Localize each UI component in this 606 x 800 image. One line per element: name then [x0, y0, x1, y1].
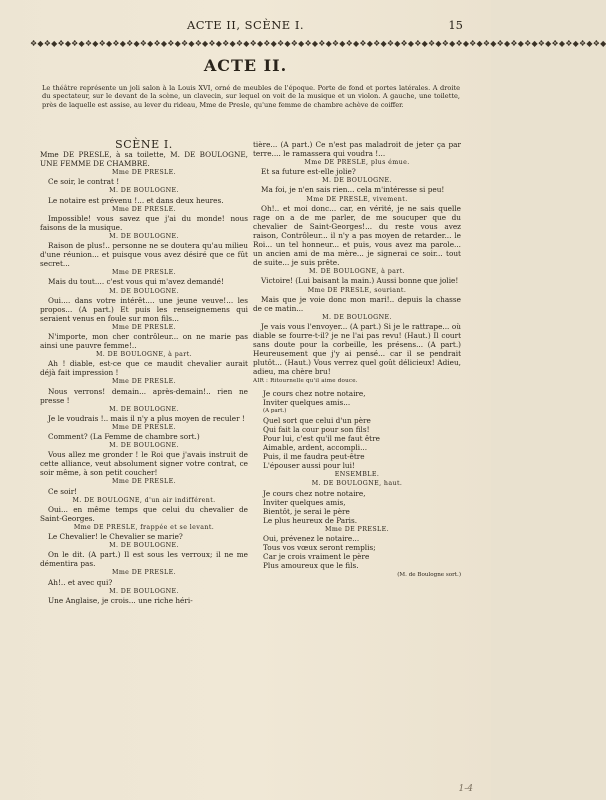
verse-line: Oui, prévenez le notaire...	[263, 534, 360, 544]
dialogue-line: Je vais vous l'envoyer... (A part.) Si je le rattrape... où diable se fourre-t-il? je ne l'ai pas revu! (Haut.) Il court sans doute pour la corbeille, les présens... (A part.) Heureusement que j'y ai pensé... car il se pendrait plutôt... (Haut.) Vous verrez quel goût délicieux! Adieu, adieu, ma chère bru!	[253, 321, 461, 377]
verse-line: Tous vos vœux seront remplis;	[263, 543, 376, 553]
verse-line: Aimable, ardent, accompli...	[263, 443, 368, 453]
speaker-name: M. DE BOULOGNE.	[322, 313, 392, 321]
dialogue-line: Ce soir, le contrat !	[48, 177, 120, 187]
verse-line: Puis, il me faudra peut-être	[263, 452, 365, 462]
dialogue-line: Je le voudrais !.. mais il n'y a plus moyen de reculer !	[48, 413, 245, 423]
dialogue-line: Ah ! diable, est-ce que ce maudit chevalier aurait déjà fait impression !	[40, 359, 248, 378]
speaker-name: Mme DE PRESLE, souriant.	[307, 286, 407, 294]
speaker-name: Mme DE PRESLE.	[111, 269, 177, 277]
verse-line: Qui fait la cour pour son fils!	[263, 424, 370, 434]
right-column	[253, 140, 461, 581]
verse-line: Je cours chez notre notaire,	[263, 488, 366, 498]
dialogue-line: Oui.... dans votre intérêt.... une jeune veuve!... les propos... (A part.) Et puis les renseignemens qui seraient venus en foule sur mon fils...	[40, 295, 248, 323]
dialogue-line: N'importe, mon cher contrôleur... on ne marie pas ainsi une pauvre femme!..	[40, 331, 248, 351]
verse-line: Je cours chez notre notaire,	[263, 388, 366, 398]
speaker-name: M. DE BOULOGNE.	[322, 177, 392, 185]
speaker-name: M. DE BOULOGNE.	[109, 287, 179, 295]
speaker-name: M. DE BOULOGNE.	[109, 542, 179, 550]
verse-line: Car je crois vraiment le père	[263, 552, 370, 562]
dialogue-line: Le Chevalier! le Chevalier se marie?	[48, 532, 183, 542]
verse-aside: (A part.)	[263, 407, 287, 414]
speaker-name: Mme DE PRESLE, plus émue.	[304, 159, 410, 167]
scene-title: SCÈNE I.	[115, 138, 173, 151]
speaker-name: M. DE BOULOGNE, d'un air indifférent.	[72, 496, 216, 504]
dialogue-line: Vous allez me gronder ! le Roi que j'avais instruit de cette alliance, veut absolument signer votre contrat, ce soir même, à son petit coucher!	[40, 450, 248, 478]
verse-line: Inviter quelques amis...	[263, 397, 351, 407]
dialogue-line: Mme DE PRESLE, à sa toilette, M. DE BOULOGNE, UNE FEMME DE CHAMBRE.	[40, 150, 248, 169]
verse-line: Inviter quelques amis,	[263, 497, 346, 507]
speaker-name: M. DE BOULOGNE.	[109, 187, 179, 195]
speaker-name: M. DE BOULOGNE.	[109, 232, 179, 240]
speaker-name: Mme DE PRESLE, vivement.	[306, 195, 408, 203]
speaker-name: Mme DE PRESLE.	[111, 323, 177, 331]
speaker-name: M. DE BOULOGNE.	[109, 405, 179, 413]
speaker-name: Mme DE PRESLE.	[111, 478, 177, 486]
stage-directions: Le théâtre représente un joli salon à la Louis XVI, orné de meubles de l'époque. Porte de fond et portes latérales. A droite du spectateur, sur le devant de la scène, un clavecin, sur lequel on voit de la musique et un violon. A gauche, une toilette, près de laquelle est assise, au lever du rideau, Mme de Presle, qu'une femme de chambre achève de coiffer.	[42, 84, 460, 109]
dialogue-line: Victoire! (Lui baisant la main.) Aussi bonne que jolie!	[261, 276, 459, 286]
running-head	[0, 18, 491, 32]
dialogue-line: Impossible! vous savez que j'ai du monde! nous faisons de la musique.	[40, 213, 248, 232]
left-column	[40, 140, 248, 605]
dialogue-line: Comment? (La Femme de chambre sort.)	[48, 432, 200, 441]
verse-line: Le plus heureux de Paris.	[263, 515, 358, 525]
ornamental-rule: ❖◆❖◆❖◆❖◆❖◆❖◆❖◆❖◆❖◆❖◆❖◆❖◆❖◆❖◆❖◆❖◆❖◆❖◆❖◆❖◆❖◆❖◆❖◆❖◆❖◆❖◆❖◆❖◆❖◆❖◆❖◆❖◆❖◆❖◆❖◆❖◆❖◆❖◆❖◆❖◆❖◆❖◆	[30, 39, 606, 48]
dialogue-line: Oh!.. et moi donc... car, en vérité, je ne sais quelle rage on a de me parler, de me soucuper que du chevalier de Saint-Georges!... du reste vous avez raison, Contrôleur... il n'y a pas moyen de retarder... le Roi... un tel honneur... et puis, vous avez ma parole... un ancien ami de ma mère... je signerai ce soir... tout de suite... je suis prête.	[253, 203, 461, 268]
exit-direction: (M. de Boulogne sort.)	[397, 572, 461, 579]
air-note: AIR : Ritournelle qu'il aime douce.	[253, 378, 358, 385]
speaker-name: Mme DE PRESLE, frappée et se levant.	[73, 523, 215, 531]
dialogue-line: tière... (A part.) Ce n'est pas maladroit de jeter ça par terre.... le ramassera qui voudra !...	[253, 140, 461, 159]
dialogue-line: Mais du tout.... c'est vous qui m'avez demandé!	[48, 277, 224, 287]
dialogue-line: On le dit. (A part.) Il est sous les verroux; il ne me démentira pas.	[40, 550, 248, 569]
speaker-name: ENSEMBLE.	[334, 471, 380, 479]
verse-line: L'épouser aussi pour lui!	[263, 461, 355, 471]
margin-pencil-mark: 1-4	[458, 784, 473, 794]
dialogue-line: Une Anglaise, je crois... une riche héri-	[48, 595, 193, 605]
act-title: ACTE II.	[203, 56, 288, 75]
dialogue-line: Et sa future est-elle jolie?	[261, 167, 356, 177]
speaker-name: Mme DE PRESLE.	[111, 423, 177, 431]
dialogue-line: Le notaire est prévenu !... et dans deux heures.	[48, 195, 224, 205]
speaker-name: M. DE BOULOGNE, à part.	[308, 268, 406, 276]
speaker-name: M. DE BOULOGNE.	[109, 587, 179, 595]
speaker-name: Mme DE PRESLE.	[111, 205, 177, 213]
page-number: 15	[448, 18, 463, 32]
speaker-name: Mme DE PRESLE.	[111, 169, 177, 177]
running-head-title: ACTE II, SCÈNE I.	[186, 18, 305, 32]
speaker-name: Mme DE PRESLE.	[111, 569, 177, 577]
dialogue-line: Ma foi, je n'en sais rien... cela m'intéresse si peu!	[261, 185, 445, 195]
dialogue-line: Oui... en même temps que celui du chevalier de Saint-Georges.	[40, 504, 248, 523]
dialogue-line: Ah!.. et avec qui?	[48, 577, 113, 587]
speaker-name: M. DE BOULOGNE.	[109, 442, 179, 450]
dialogue-line: Ce soir!	[48, 486, 78, 496]
speaker-name: M. DE BOULOGNE, à part.	[95, 351, 193, 359]
verse-line: Quel sort que celui d'un père	[263, 415, 371, 425]
dialogue-line: Raison de plus!.. personne ne se doutera qu'au milieu d'une réunion... et puisque vous avez désiré que ce fût secret...	[40, 241, 248, 269]
verse-line: Plus amoureux que le fils.	[263, 561, 359, 571]
speaker-name: Mme DE PRESLE.	[324, 525, 390, 533]
dialogue-line: Mais que je voie donc mon mari!.. depuis la chasse de ce matin...	[253, 294, 461, 313]
dialogue-line: Nous verrons! demain... après-demain!.. rien ne presse !	[40, 386, 248, 405]
speaker-name: M. DE BOULOGNE, haut.	[311, 480, 403, 488]
speaker-name: Mme DE PRESLE.	[111, 378, 177, 386]
verse-line: Bientôt, je serai le père	[263, 506, 350, 516]
verse-line: Pour lui, c'est qu'il me faut être	[263, 434, 380, 443]
